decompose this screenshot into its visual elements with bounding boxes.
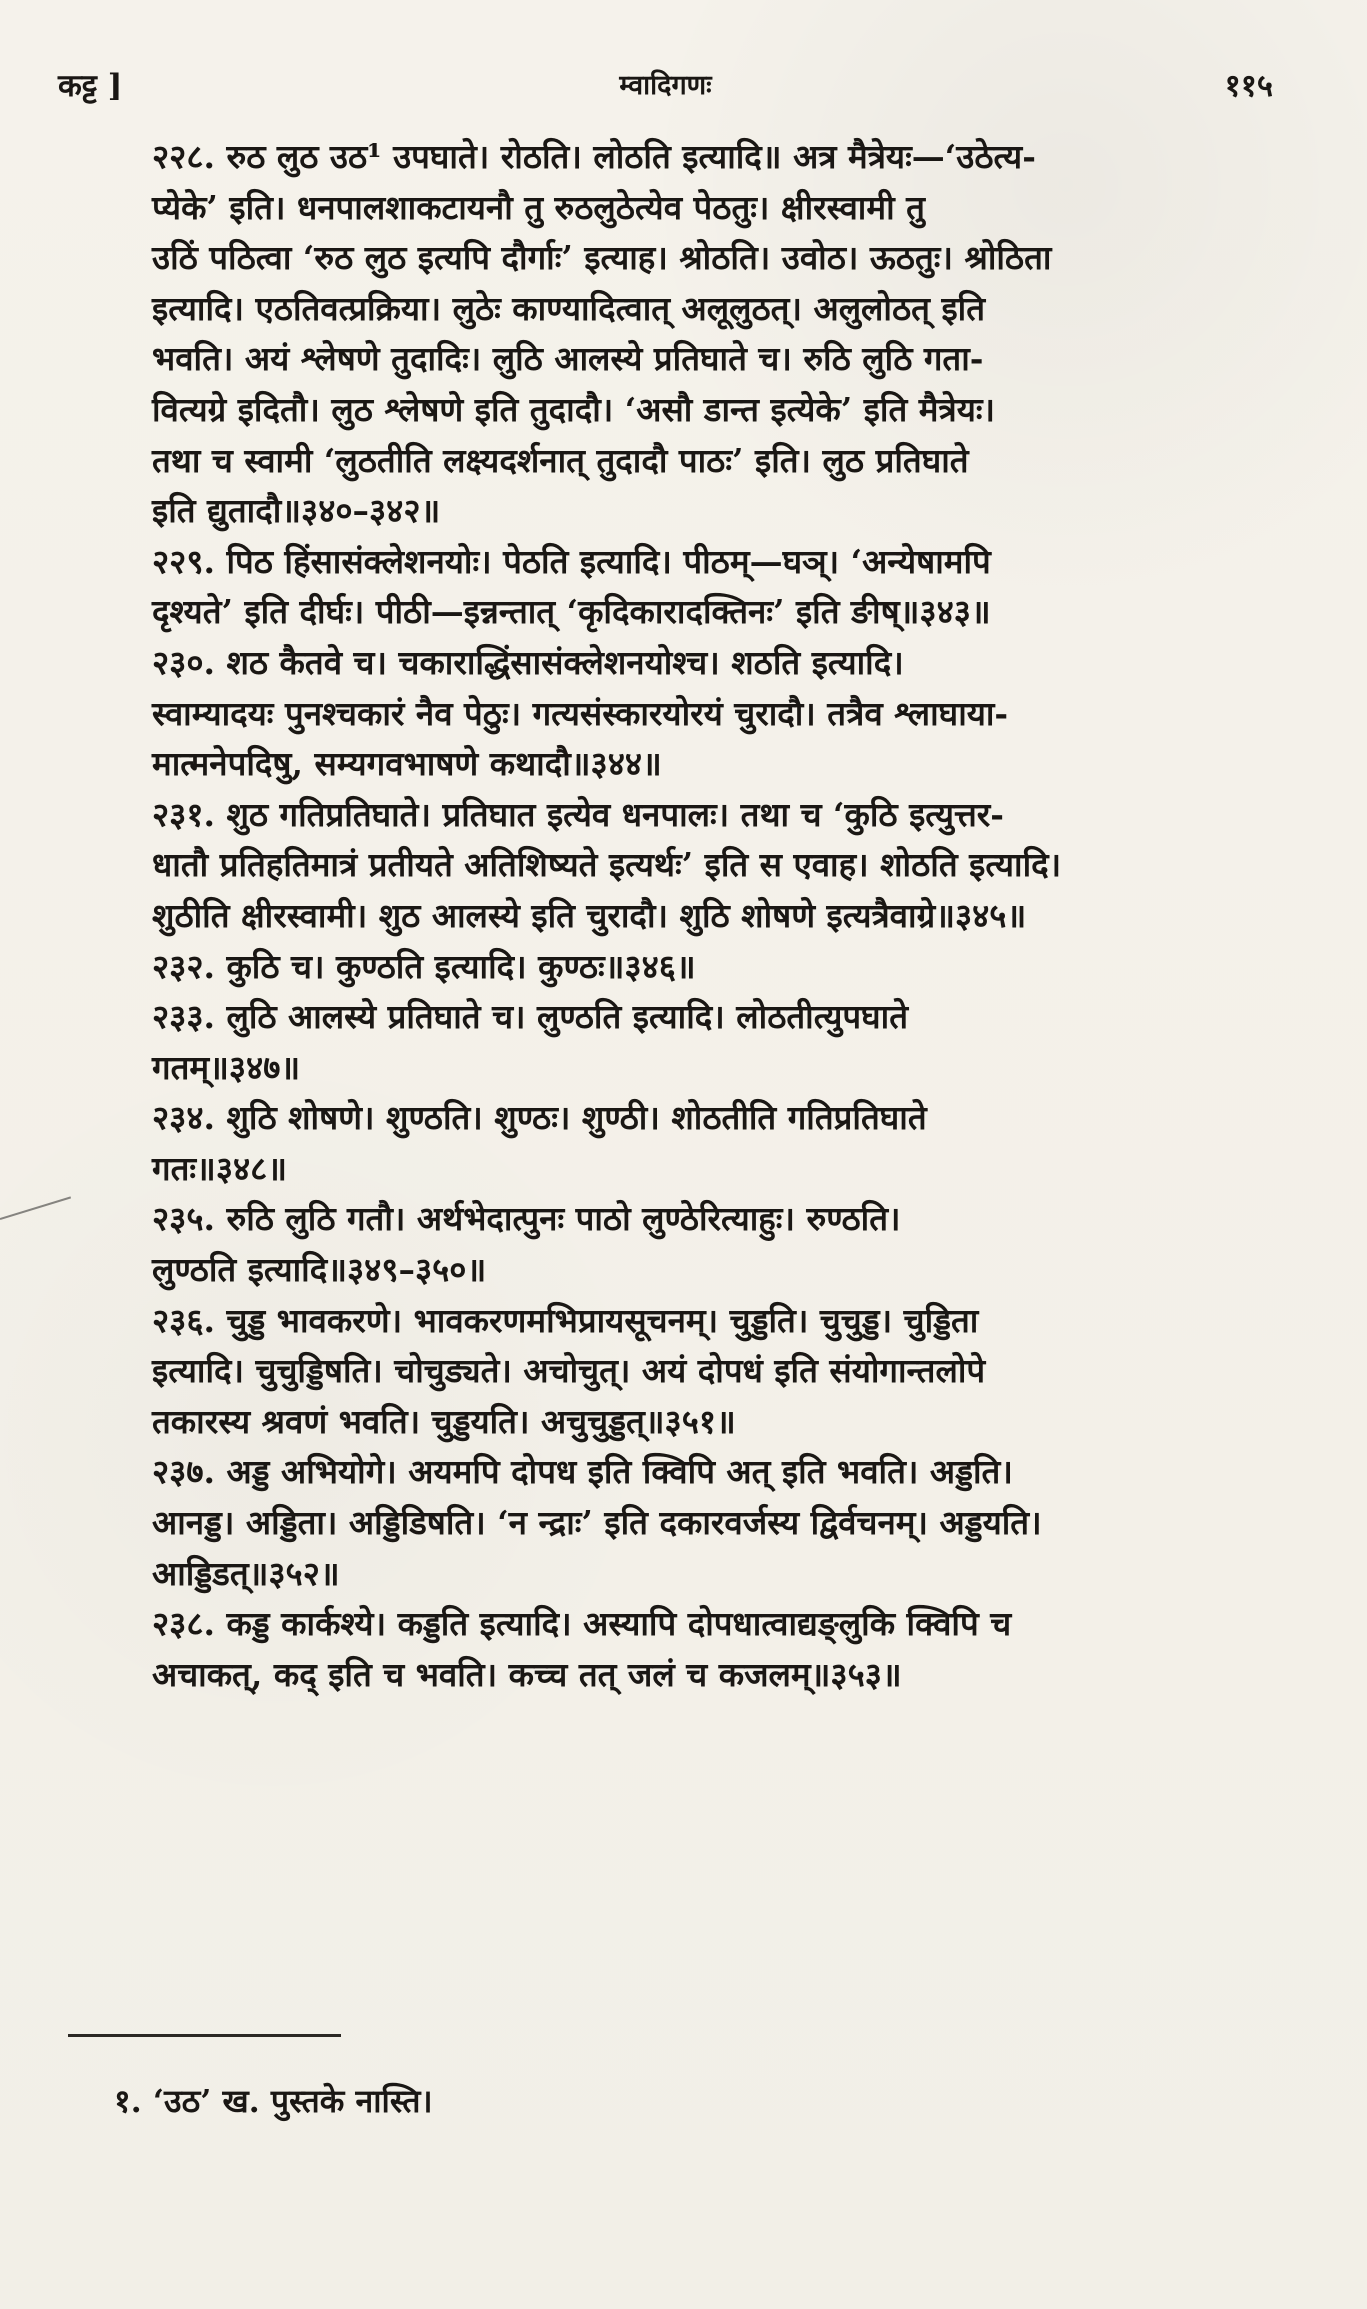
footnote-divider <box>68 2034 341 2037</box>
text-line: गतः॥३४८॥ <box>152 1148 288 1188</box>
paragraph-234 <box>70 1093 1252 1194</box>
running-head-center: म्वादिगणः <box>619 70 712 101</box>
text-line: वित्यग्रे इदितौ। लुठ श्लेषणे इति तुदादौ। ‘असौ डान्त इत्येके’ इति मैत्रेयः। <box>152 389 996 429</box>
text-line: २२९. पिठ हिंसासंक्लेशनयोः। पेठति इत्यादि। पीठम्—घञ्। ‘अन्येषामपि <box>152 541 991 581</box>
text-line: भवति। अयं श्लेषणे तुदादिः। लुठि आलस्ये प्रतिघाते च। रुठि लुठि गता- <box>152 339 984 379</box>
page-number: ११५ <box>1224 68 1273 104</box>
paragraph-237 <box>70 1447 1252 1599</box>
text-line: उठिं पठित्वा ‘रुठ लुठ इत्यपि दौर्गाः’ इत्याह। श्रोठति। उवोठ। ऊठतुः। श्रोठिता <box>152 238 1052 278</box>
text-line: दृश्यते’ इति दीर्घः। पीठी—इन्नन्तात् ‘कृदिकारादक्तिनः’ इति ङीष्॥३४३॥ <box>152 592 991 632</box>
text-line: स्वाम्यादयः पुनश्चकारं नैव पेठुः। गत्यसंस्कारयोरयं चुरादौ। तत्रैव श्लाघाया- <box>152 693 1009 733</box>
text-line: इति द्युतादौ॥३४०–३४२॥ <box>152 491 441 531</box>
main-text <box>70 132 1252 1700</box>
paragraph-231 <box>70 790 1252 942</box>
text-line: २३८. कड्ड कार्कश्ये। कड्डति इत्यादि। अस्यापि दोपधात्वाद्यङ्लुकि क्विपि च <box>152 1604 1012 1644</box>
text-line: अचाकत्, कद् इति च भवति। कच्च तत् जलं च कजलम्॥३५३॥ <box>152 1654 902 1694</box>
text-line: २३०. शठ कैतवे च। चकाराद्धिंसासंक्लेशनयोश्च। शठति इत्यादि। <box>152 642 904 682</box>
text-line: २३३. लुठि आलस्ये प्रतिघाते च। लुण्ठति इत्यादि। लोठतीत्युपघाते <box>152 997 909 1037</box>
text-line: प्येके’ इति। धनपालशाकटायनौ तु रुठलुठेत्येव पेठतुः। क्षीरस्वामी तु <box>152 187 925 227</box>
text-line: शुठीति क्षीरस्वामी। शुठ आलस्ये इति चुरादौ। शुठि शोषणे इत्यत्रैवाग्रे॥३४५॥ <box>152 895 1027 935</box>
scan-edge-mark <box>0 1196 71 1220</box>
paragraph-235 <box>70 1194 1252 1295</box>
text-line: २२८. रुठ लुठ उठ¹ उपघाते। रोठति। लोठति इत्यादि॥ अत्र मैत्रेयः—‘उठेत्य- <box>152 137 1036 176</box>
text-line: २३७. अड्ड अभियोगे। अयमपि दोपध इति क्विपि अत् इति भवति। अड्डति। <box>152 1452 1013 1492</box>
text-line: आनड्ड। अड्डिता। अड्डिडिषति। ‘न न्द्राः’ इति दकारवर्जस्य द्विर्वचनम्। अड्डयति। <box>152 1503 1042 1543</box>
running-head-left: कट्ट ] <box>58 68 123 104</box>
page-header <box>58 58 1273 114</box>
text-line: गतम्॥३४७॥ <box>152 1047 301 1087</box>
footnote: १. ‘उठ’ ख. पुस्तके नास्ति। <box>114 2082 433 2120</box>
text-line: तकारस्य श्रवणं भवति। चुड्डयति। अचुचुड्डत्॥३५१॥ <box>152 1401 736 1441</box>
text-line: २३२. कुठि च। कुण्ठति इत्यादि। कुण्ठः॥३४६॥ <box>152 946 696 986</box>
paragraph-233 <box>70 992 1252 1093</box>
text-line: धातौ प्रतिहतिमात्रं प्रतीयते अतिशिष्यते इत्यर्थः’ इति स एवाह। शोठति इत्यादि। <box>152 845 1062 885</box>
text-line: इत्यादि। एठतिवत्प्रक्रिया। लुठेः काण्यादित्वात् अलूलुठत्। अलुलोठत् इति <box>152 288 986 328</box>
paragraph-232 <box>70 942 1252 993</box>
paragraph-230 <box>70 638 1252 790</box>
text-line: २३१. शुठ गतिप्रतिघाते। प्रतिघात इत्येव धनपालः। तथा च ‘कुठि इत्युत्तर- <box>152 794 1004 834</box>
paragraph-238 <box>70 1599 1252 1700</box>
text-line: इत्यादि। चुचुड्डिषति। चोचुड्यते। अचोचुत्। अयं दोपधं इति संयोगान्तलोपे <box>152 1351 986 1391</box>
paragraph-236 <box>70 1296 1252 1448</box>
text-line: तथा च स्वामी ‘लुठतीति लक्ष्यदर्शनात् तुदादौ पाठः’ इति। लुठ प्रतिघाते <box>152 440 969 480</box>
text-line: मात्मनेपदिषु, सम्यगवभाषणे कथादौ॥३४४॥ <box>152 744 662 784</box>
paragraph-229 <box>70 537 1252 638</box>
text-line: आड्डिडत्॥३५२॥ <box>152 1553 340 1593</box>
paragraph-228 <box>70 132 1252 537</box>
text-line: २३५. रुठि लुठि गतौ। अर्थभेदात्पुनः पाठो लुण्ठेरित्याहुः। रुण्ठति। <box>152 1199 901 1239</box>
text-line: २३४. शुठि शोषणे। शुण्ठति। शुण्ठः। शुण्ठी। शोठतीति गतिप्रतिघाते <box>152 1098 927 1138</box>
text-line: २३६. चुड्ड भावकरणे। भावकरणमभिप्रायसूचनम्। चुड्डति। चुचुड्ड। चुड्डिता <box>152 1300 979 1340</box>
text-line: लुण्ठति इत्यादि॥३४९–३५०॥ <box>152 1250 487 1290</box>
